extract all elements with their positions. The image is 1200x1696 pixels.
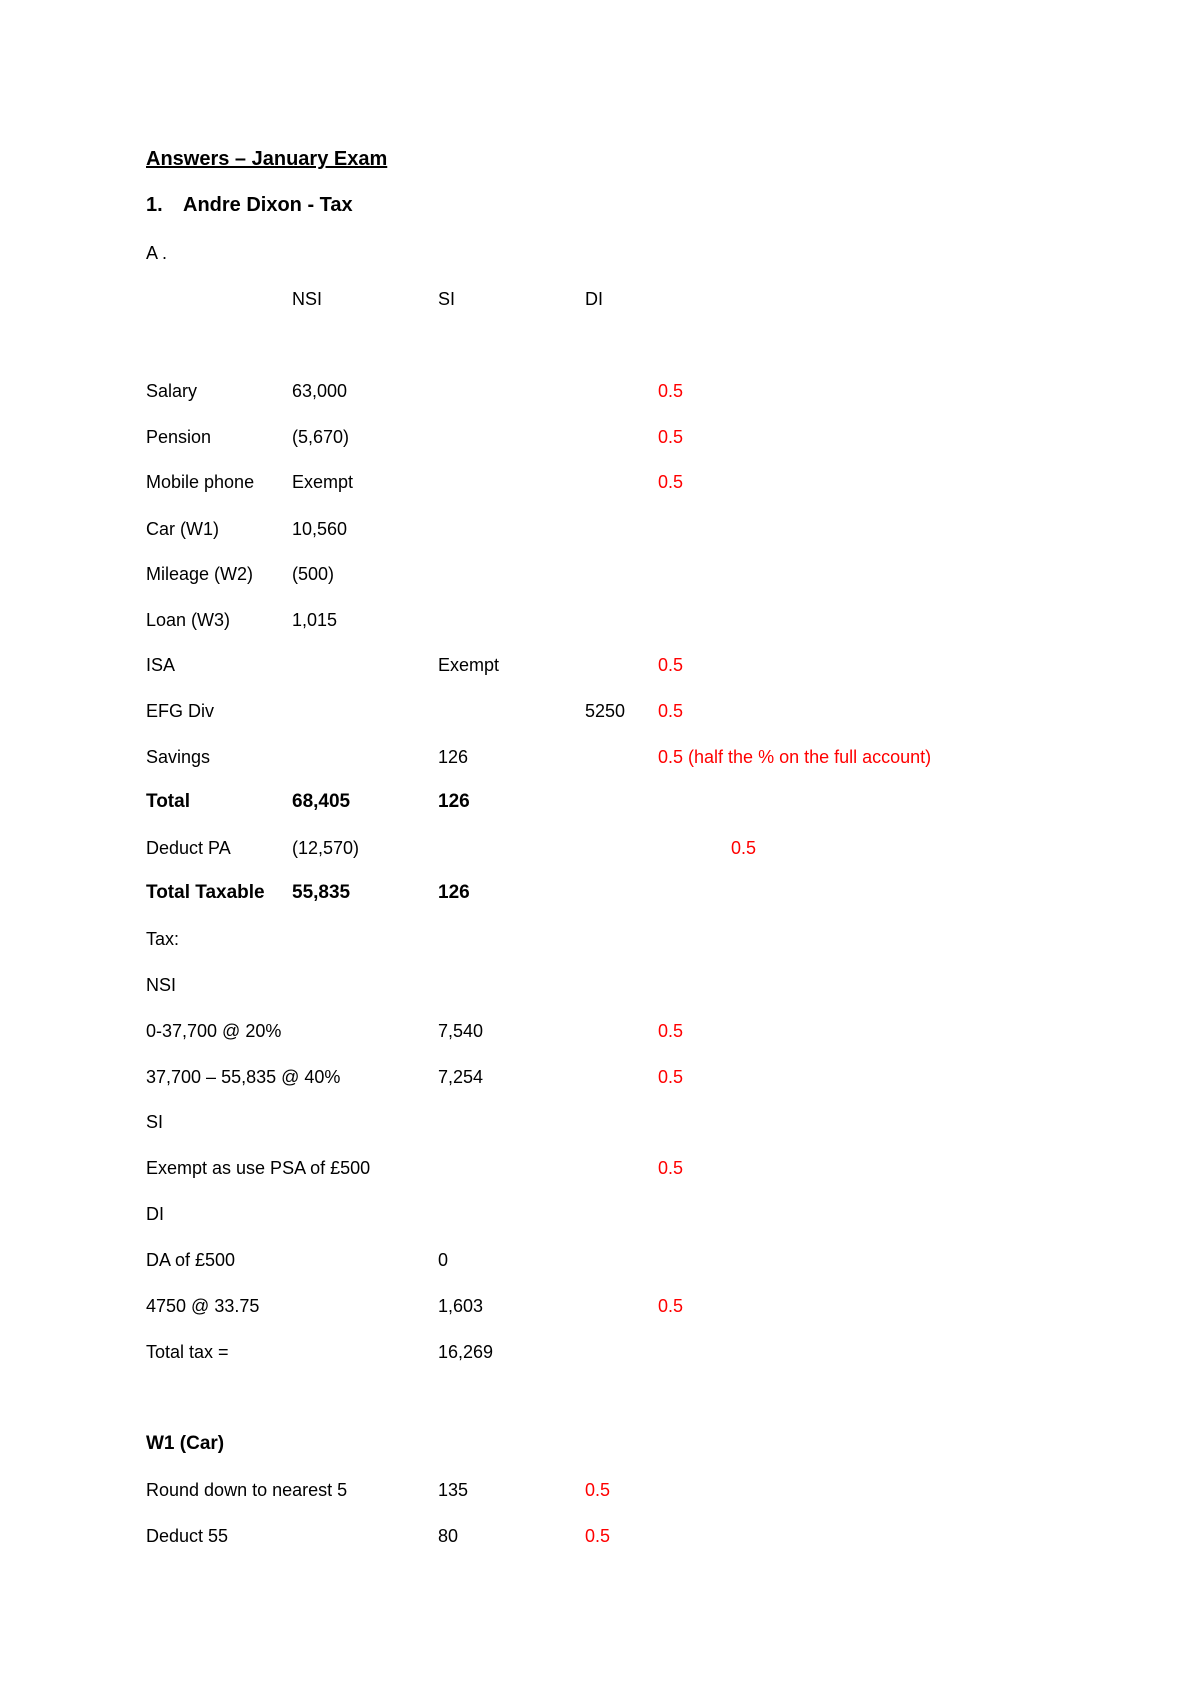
- row-mark-salary: 0.5: [658, 381, 684, 401]
- row-mark-efg: 0.5: [658, 701, 684, 721]
- row-mark-pension: 0.5: [658, 427, 684, 447]
- tax-total-value: 16,269: [438, 1342, 494, 1362]
- tax-div-band-value: 1,603: [438, 1296, 484, 1316]
- row-label-efg: EFG Div: [146, 701, 215, 721]
- w1-deduct-mark: 0.5: [585, 1526, 611, 1546]
- row-label-pension: Pension: [146, 427, 212, 447]
- row-si-isa: Exempt: [438, 655, 500, 675]
- row-nsi-car: 10,560: [292, 519, 348, 539]
- tax-si-exempt-label: Exempt as use PSA of £500: [146, 1158, 371, 1178]
- tax-div-band-label: 4750 @ 33.75: [146, 1296, 260, 1316]
- w1-round-label: Round down to nearest 5: [146, 1480, 348, 1500]
- row-mark-mobile: 0.5: [658, 472, 684, 492]
- tax-nsi-label: NSI: [146, 975, 177, 995]
- w1-round-mark: 0.5: [585, 1480, 611, 1500]
- row-label-isa: ISA: [146, 655, 176, 675]
- tax-si-exempt-mark: 0.5: [658, 1158, 684, 1178]
- row-label-mileage: Mileage (W2): [146, 564, 254, 584]
- tax-band2-label: 37,700 – 55,835 @ 40%: [146, 1067, 341, 1087]
- row-label-loan: Loan (W3): [146, 610, 231, 630]
- w1-deduct-label: Deduct 55: [146, 1526, 229, 1546]
- row-mark-isa: 0.5: [658, 655, 684, 675]
- tax-band2-mark: 0.5: [658, 1067, 684, 1087]
- tax-label: Tax:: [146, 929, 180, 949]
- row-si-total-taxable: 126: [438, 882, 470, 903]
- row-nsi-total-taxable: 55,835: [292, 882, 351, 903]
- header-si: SI: [438, 289, 456, 309]
- header-di: DI: [585, 289, 603, 309]
- row-nsi-loan: 1,015: [292, 610, 338, 630]
- row-nsi-pension: (5,670): [292, 427, 350, 447]
- part-label: A .: [146, 243, 168, 263]
- row-label-car: Car (W1): [146, 519, 219, 539]
- document-title: Answers – January Exam: [146, 148, 388, 170]
- row-label-salary: Salary: [146, 381, 198, 401]
- tax-di-label: DI: [146, 1204, 164, 1224]
- row-nsi-total: 68,405: [292, 791, 351, 812]
- tax-si-label: SI: [146, 1112, 164, 1132]
- row-nsi-deduct-pa: (12,570): [292, 838, 360, 858]
- row-si-total: 126: [438, 791, 470, 812]
- w1-title: W1 (Car): [146, 1433, 225, 1454]
- row-nsi-salary: 63,000: [292, 381, 348, 401]
- tax-band1-label: 0-37,700 @ 20%: [146, 1021, 282, 1041]
- row-di-efg: 5250: [585, 701, 626, 721]
- tax-band2-value: 7,254: [438, 1067, 484, 1087]
- question-title: Andre Dixon - Tax: [183, 194, 353, 216]
- row-si-savings: 126: [438, 747, 469, 767]
- row-nsi-mileage: (500): [292, 564, 335, 584]
- row-label-total-taxable: Total Taxable: [146, 882, 265, 903]
- tax-band1-mark: 0.5: [658, 1021, 684, 1041]
- header-nsi: NSI: [292, 289, 323, 309]
- row-mark-deduct-pa: 0.5: [731, 838, 757, 858]
- tax-da-value: 0: [438, 1250, 449, 1270]
- row-nsi-mobile: Exempt: [292, 472, 354, 492]
- w1-round-value: 135: [438, 1480, 469, 1500]
- row-label-savings: Savings: [146, 747, 211, 767]
- question-number: 1.: [146, 194, 163, 216]
- row-mark-savings: 0.5 (half the % on the full account): [658, 747, 932, 767]
- row-label-mobile: Mobile phone: [146, 472, 255, 492]
- tax-div-band-mark: 0.5: [658, 1296, 684, 1316]
- row-label-total: Total: [146, 791, 190, 812]
- tax-band1-value: 7,540: [438, 1021, 484, 1041]
- tax-da-label: DA of £500: [146, 1250, 236, 1270]
- row-label-deduct-pa: Deduct PA: [146, 838, 231, 858]
- tax-total-label: Total tax =: [146, 1342, 229, 1362]
- w1-deduct-value: 80: [438, 1526, 459, 1546]
